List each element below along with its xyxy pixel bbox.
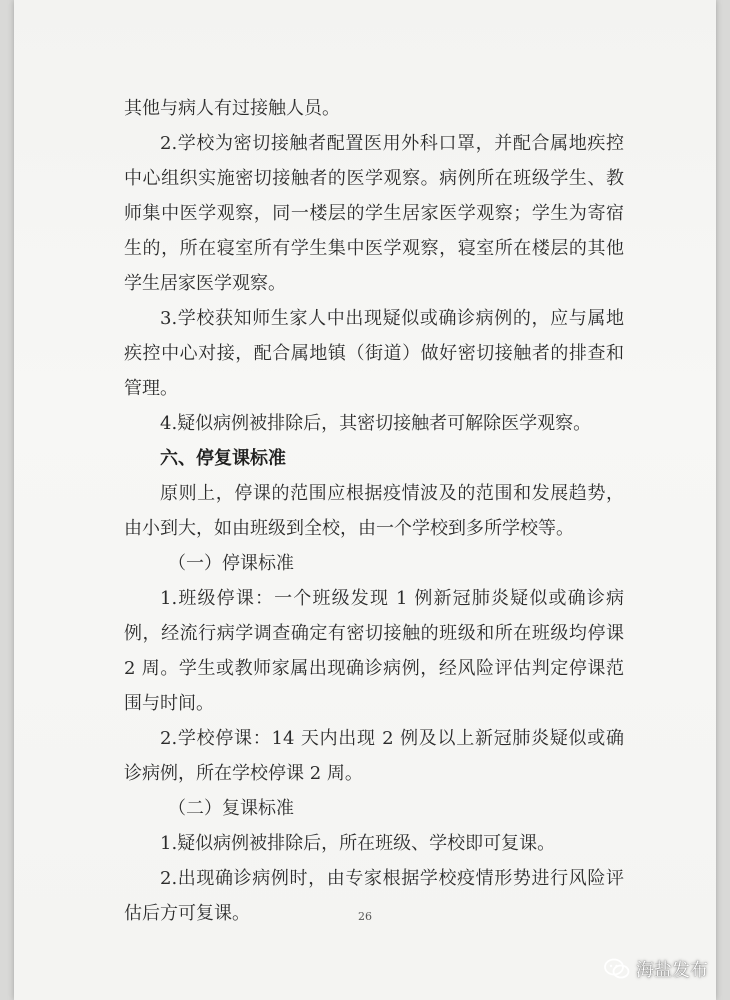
subsection-heading-suspension: （一）停课标准 bbox=[168, 553, 294, 574]
page-number: 26 bbox=[358, 910, 372, 923]
paragraph-continuation: 其他与病人有过接触人员。 bbox=[124, 98, 340, 119]
wechat-icon bbox=[604, 958, 630, 980]
paragraph-resume-2: 2.出现确诊病例时，由专家根据学校疫情形势进行风险评估后方可复课。 bbox=[124, 868, 624, 924]
document-page bbox=[14, 0, 716, 1000]
paragraph-principle: 原则上，停课的范围应根据疫情波及的范围和发展趋势，由小到大，如由班级到全校，由一个学校到多所学校等。 bbox=[124, 483, 624, 539]
paragraph-item-2: 2.学校为密切接触者配置医用外科口罩，并配合属地疾控中心组织实施密切接触者的医学观察。病例所在班级学生、教师集中医学观察，同一楼层的学生居家医学观察；学生为寄宿生的，所在寝室所有学生集中医学观察，寝室所在楼层的其他学生居家医学观察。 bbox=[124, 133, 624, 294]
paragraph-resume-1: 1.疑似病例被排除后，所在班级、学校即可复课。 bbox=[160, 833, 556, 854]
paragraph-item-3: 3.学校获知师生家人中出现疑似或确诊病例的，应与属地疾控中心对接，配合属地镇（街道）做好密切接触者的排查和管理。 bbox=[124, 308, 624, 399]
paragraph-item-4: 4.疑似病例被排除后，其密切接触者可解除医学观察。 bbox=[160, 413, 592, 434]
section-heading: 六、停复课标准 bbox=[160, 448, 286, 469]
document-body bbox=[124, 91, 624, 931]
subsection-heading-resumption: （二）复课标准 bbox=[168, 798, 294, 819]
watermark bbox=[604, 956, 708, 982]
paragraph-school-suspension: 2.学校停课：14 天内出现 2 例及以上新冠肺炎疑似或确诊病例，所在学校停课 2 周。 bbox=[124, 728, 624, 784]
watermark-text: 海盐发布 bbox=[636, 960, 708, 981]
paragraph-class-suspension: 1.班级停课：一个班级发现 1 例新冠肺炎疑似或确诊病例，经流行病学调查确定有密切接触的班级和所在班级均停课 2 周。学生或教师家属出现确诊病例，经风险评估判定停课范围与时间。 bbox=[124, 588, 624, 714]
